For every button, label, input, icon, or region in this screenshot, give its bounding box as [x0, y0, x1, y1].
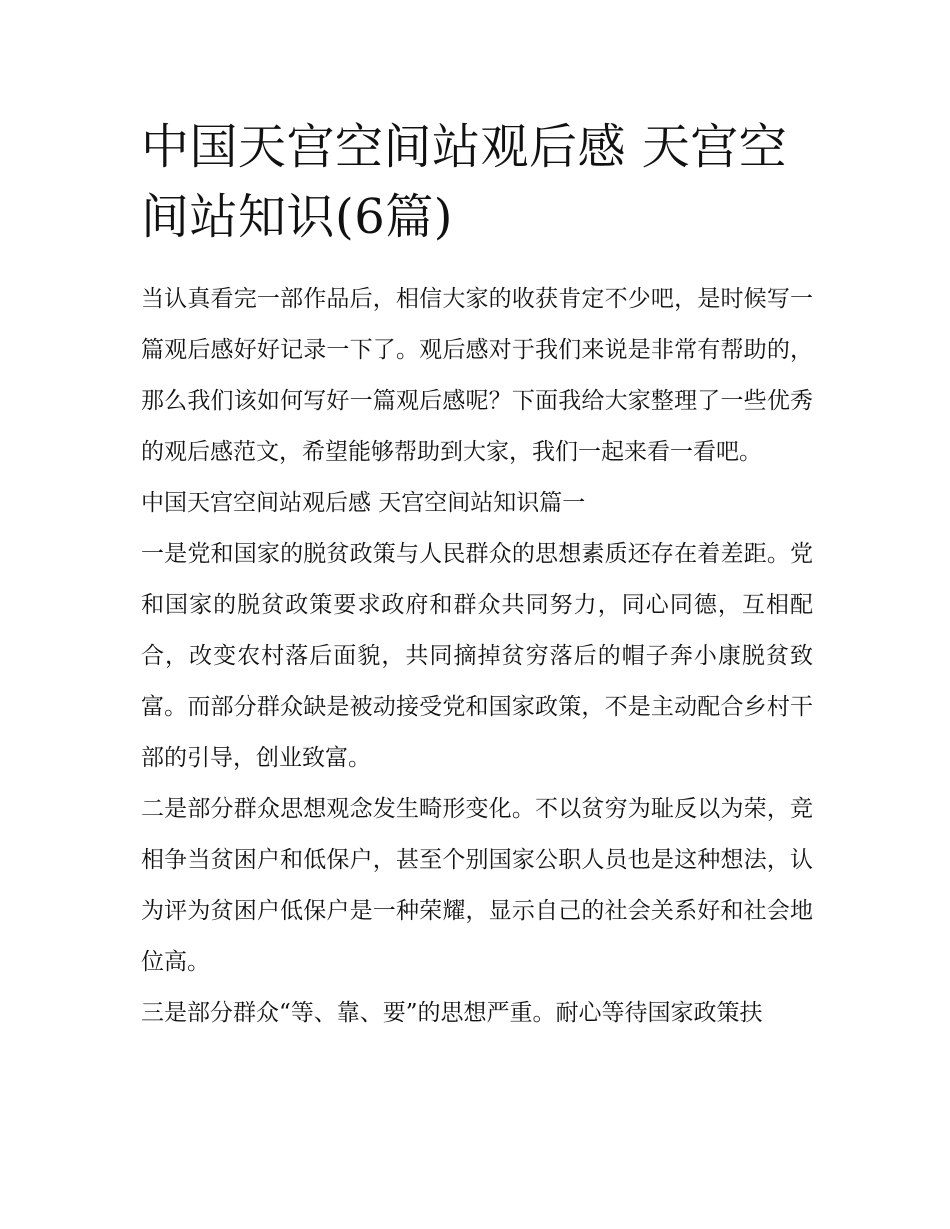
section-heading: 中国天宫空间站观后感 天宫空间站知识篇一 [141, 490, 586, 516]
document-content [141, 112, 813, 1039]
body-paragraph-3: 三是部分群众“等、靠、要”的思想严重。耐心等待国家政策扶 [141, 1000, 763, 1026]
body-paragraph-1: 一是党和国家的脱贫政策与人民群众的思想素质还存在着差距。党和国家的脱贫政策要求政府和群众共同努力，同心同德，互相配合，改变农村落后面貌，共同摘掉贫穷落后的帽子奔小康脱贫致富。而部分群众缺是被动接受党和国家政策，不是主动配合乡村干部的引导，创业致富。 [141, 541, 813, 771]
body-paragraph-2: 二是部分群众思想观念发生畸形变化。不以贫穷为耻反以为荣，竞相争当贫困户和低保户，甚至个别国家公职人员也是这种想法，认为评为贫困户低保户是一种荣耀，显示自己的社会关系好和社会地位高。 [141, 796, 813, 975]
document-title: 中国天宫空间站观后感 天宫空间站知识(6篇) [141, 119, 788, 245]
intro-paragraph: 当认真看完一部作品后，相信大家的收获肯定不少吧，是时候写一篇观后感好好记录一下了。观后感对于我们来说是非常有帮助的，那么我们该如何写好一篇观后感呢？下面我给大家整理了一些优秀的观后感范文，希望能够帮助到大家，我们一起来看一看吧。 [141, 286, 813, 465]
